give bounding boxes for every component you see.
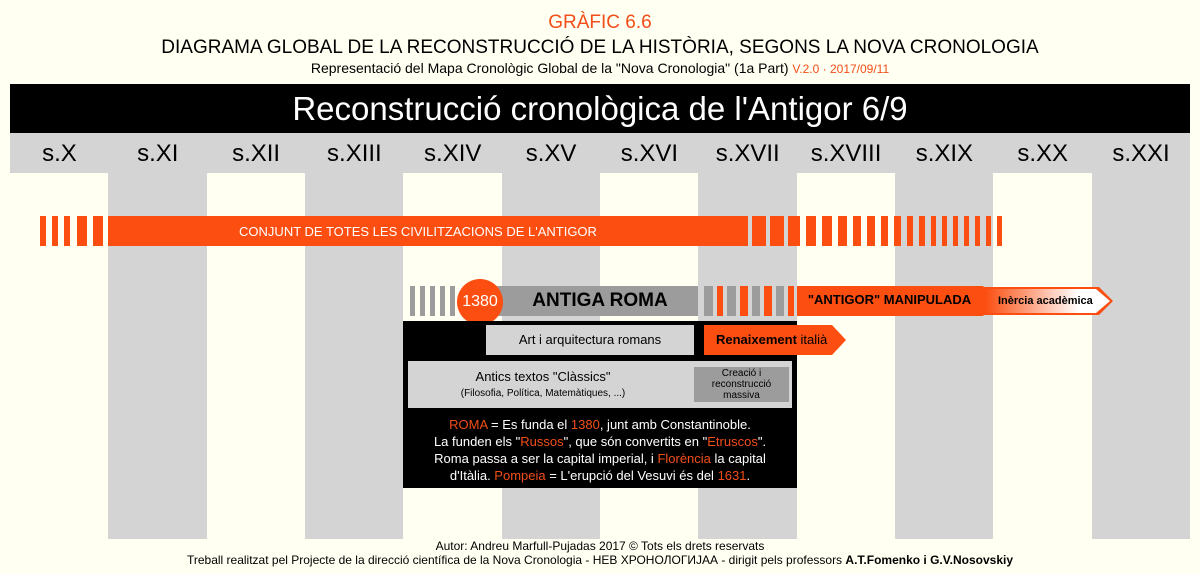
rome-stripe xyxy=(752,286,760,316)
civilizations-label: CONJUNT DE TOTES LES CIVILITZACIONS DE L'ANTIGOR xyxy=(239,224,597,239)
note-highlight: Florència xyxy=(657,451,711,466)
bar-stripe xyxy=(964,216,969,246)
rome-stripe xyxy=(788,286,794,316)
bar-stripe xyxy=(822,216,832,246)
rome-stripe xyxy=(704,286,713,316)
rome-stripe xyxy=(717,286,723,316)
rome-stripe xyxy=(450,286,455,316)
bar-stripe xyxy=(770,216,784,246)
bar-stripe xyxy=(77,216,87,246)
bar-stripe xyxy=(997,216,1002,246)
century-label: s.XV xyxy=(525,140,577,167)
note-text: d'Itàlia. xyxy=(449,468,495,483)
credits-line xyxy=(0,553,1200,567)
century-label: s.XVI xyxy=(600,133,699,173)
bar-stripe xyxy=(838,216,847,246)
rome-stripe xyxy=(727,286,736,316)
bar-stripe xyxy=(975,216,980,246)
rome-stripe xyxy=(740,286,748,316)
century-column xyxy=(895,133,994,539)
rome-label: ANTIGA ROMA xyxy=(532,290,668,311)
note-highlight: 1380 xyxy=(570,417,600,432)
rome-stripe xyxy=(420,286,425,316)
century-label: s.XVII xyxy=(715,140,780,167)
renaissance-label xyxy=(716,325,841,355)
bar-stripe xyxy=(942,216,947,246)
notes-text xyxy=(403,416,797,484)
note-line-4 xyxy=(403,467,797,484)
bar-stripe xyxy=(953,216,958,246)
note-highlight: ROMA xyxy=(449,417,488,432)
note-highlight: Russos xyxy=(520,434,564,449)
version-label: V.2.0 · 2017/09/11 xyxy=(792,62,890,76)
rome-stripe xyxy=(440,286,445,316)
century-column xyxy=(108,133,207,539)
page-subtitle xyxy=(0,60,1200,76)
page-title: DIAGRAMA GLOBAL DE LA RECONSTRUCCIÓ DE LA HISTÒRIA, SEGONS LA NOVA CRONOLOGIA xyxy=(161,37,1039,58)
century-label: s.XIX xyxy=(915,140,974,167)
classic-texts-box xyxy=(408,361,792,408)
note-line-3 xyxy=(403,450,797,467)
century-label: s.XIV xyxy=(403,133,502,173)
classic-texts-title: Antics textos "Clàssics" xyxy=(475,369,611,384)
bar-stripe xyxy=(93,216,103,246)
bar-stripe xyxy=(64,216,70,246)
bar-stripe xyxy=(931,216,936,246)
note-text: La funden els " xyxy=(433,434,521,449)
bar-stripe xyxy=(788,216,800,246)
note-text: ", que són convertits en " xyxy=(563,434,708,449)
rome-stripe xyxy=(410,286,415,316)
rome-stripe xyxy=(764,286,772,316)
century-label: s.XX xyxy=(993,133,1092,173)
note-text: ". xyxy=(757,434,767,449)
classic-texts-subtitle: (Filosofia, Política, Matemàtiques, ...) xyxy=(460,388,626,399)
note-text: , junt amb Constantinoble. xyxy=(599,417,751,432)
creation-box: Creació i reconstrucció massiva xyxy=(694,367,789,402)
century-column xyxy=(1092,133,1191,539)
bar-stripe xyxy=(881,216,888,246)
century-label: s.XIII xyxy=(327,140,382,167)
renaissance-rest: italià xyxy=(796,332,828,347)
rome-stripe xyxy=(776,286,784,316)
bar-stripe xyxy=(907,216,913,246)
banner: Reconstrucció cronològica de l'Antigor 6/9 xyxy=(10,84,1190,133)
renaissance-bold: Renaixement xyxy=(716,332,797,347)
century-label: s.XI xyxy=(137,140,179,167)
note-highlight: Pompeia xyxy=(494,468,546,483)
graph-number: GRÀFIC 6.6 xyxy=(548,12,652,33)
bar-stripe xyxy=(40,216,46,246)
note-highlight: 1631 xyxy=(717,468,747,483)
note-text: Roma passa a ser la capital imperial, i xyxy=(434,451,658,466)
bar-stripe xyxy=(986,216,991,246)
bar-stripe xyxy=(752,216,766,246)
subtitle-text: Representació del Mapa Cronològic Global de la "Nova Cronologia" (1a Part) xyxy=(310,60,789,76)
century-column xyxy=(993,133,1092,539)
century-label: s.X xyxy=(10,133,109,173)
bar-stripe xyxy=(853,216,861,246)
century-column xyxy=(10,133,109,539)
note-text: = L'erupció del Vesuvi és del xyxy=(545,468,718,483)
manipulated-label: "ANTIGOR" MANIPULADA xyxy=(807,292,972,307)
bar-stripe xyxy=(894,216,901,246)
bar-stripe xyxy=(867,216,875,246)
century-label: s.XXI xyxy=(1112,140,1170,167)
author-line: Autor: Andreu Marfull-Pujadas 2017 © Tots els drets reservats xyxy=(435,539,765,553)
year-badge: 1380 xyxy=(457,279,503,325)
note-line-2 xyxy=(403,433,797,450)
century-column xyxy=(207,133,306,539)
century-label: s.XVIII xyxy=(797,133,896,173)
credits-text: Treball realitzat pel Projecte de la direcció científica de la Nova Cronologia - НЕВ ХРОНОЛОГИJАА - dirigit pels professors xyxy=(186,553,846,567)
note-text: = Es funda el xyxy=(487,417,571,432)
note-highlight: Etruscos xyxy=(707,434,758,449)
century-label: s.XII xyxy=(207,133,306,173)
inertia-label: Inèrcia acadèmica xyxy=(998,295,1093,307)
note-text: . xyxy=(746,468,751,483)
note-line-1 xyxy=(403,416,797,433)
note-text: la capital xyxy=(710,451,766,466)
rome-stripe xyxy=(430,286,435,316)
century-column xyxy=(305,133,404,539)
bar-stripe xyxy=(806,216,816,246)
professors: A.T.Fomenko i G.V.Nosovskiy xyxy=(845,553,1014,567)
bar-stripe xyxy=(52,216,58,246)
bar-stripe xyxy=(919,216,925,246)
art-architecture-box: Art i arquitectura romans xyxy=(486,325,694,355)
